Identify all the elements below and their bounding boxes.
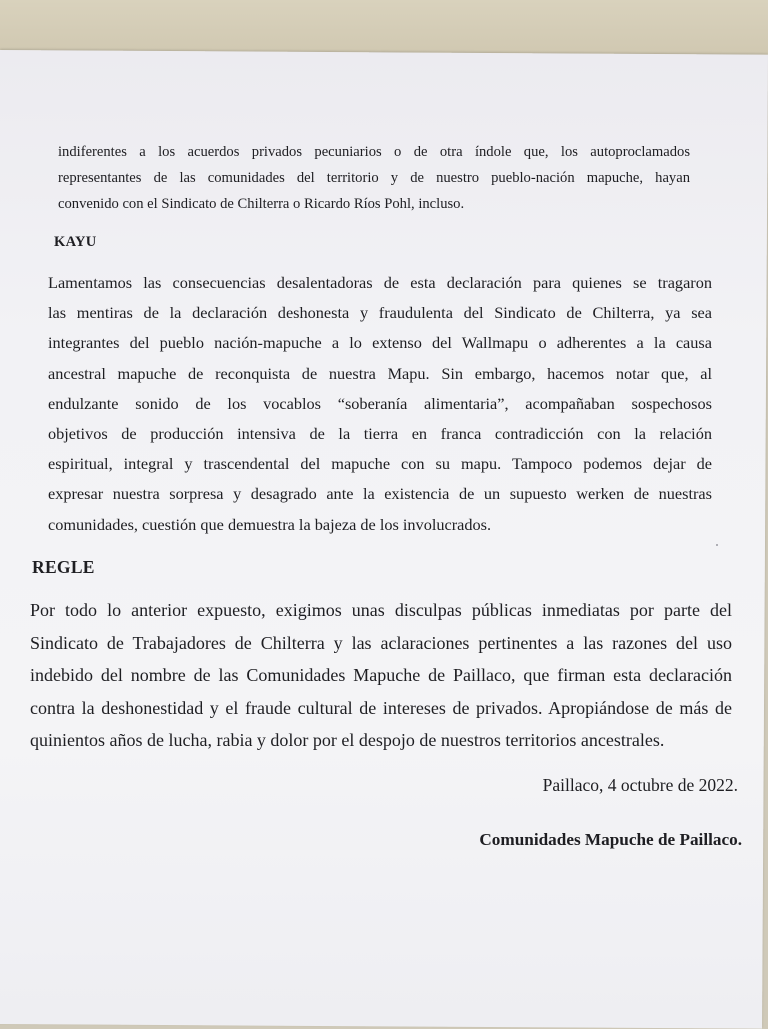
paragraph-line: integrantes del pueblo nación-mapuche a lo extenso del Wallmapu o adherentes a la causa [48, 333, 712, 353]
paper-speck [716, 544, 718, 546]
paragraph-line: convenido con el Sindicato de Chilterra o Ricardo Ríos Pohl, incluso. [58, 196, 465, 212]
paragraph-line: Lamentamos las consecuencias desalentadoras de esta declaración para quienes se tragaron [48, 273, 712, 292]
paragraph-line: Por todo lo anterior expuesto, exigimos unas disculpas públicas inmediatas por parte del [30, 600, 732, 620]
paragraph-line: objetivos de producción intensiva de la tierra en franca contradicción con la relación [48, 424, 712, 444]
paragraph-line: quinientos años de lucha, rabia y dolor por el despojo de nuestros territorios ancestrales. [30, 730, 665, 750]
paragraph-line: comunidades, cuestión que demuestra la bajeza de los involucrados. [48, 514, 492, 534]
paragraph-line: representantes de las comunidades del territorio y de nuestro pueblo-nación mapuche, hayan [58, 170, 690, 186]
paragraph-line: Sindicato de Trabajadores de Chilterra y las aclaraciones pertinentes a las razones del uso [30, 632, 732, 653]
paragraph-regle [30, 594, 732, 757]
paragraph-line: expresar nuestra sorpresa y desagrado ante la existencia de un supuesto werken de nuestras [48, 484, 712, 504]
paragraph-line: endulzante sonido de los vocablos “soberanía alimentaria”, acompañaban sospechosos [48, 393, 712, 413]
signature-line: Comunidades Mapuche de Paillaco. [479, 830, 742, 849]
section-heading-kayu: KAYU [54, 234, 97, 250]
paragraph-line: espiritual, integral y trascendental del mapuche con su mapu. Tampoco podemos dejar de [48, 454, 712, 474]
paragraph-line: indebido del nombre de las Comunidades Mapuche de Paillaco, que firman esta declaración [30, 665, 732, 685]
paragraph-intro [58, 139, 690, 217]
paragraph-kayu [48, 268, 712, 540]
paragraph-line: indiferentes a los acuerdos privados pecuniarios o de otra índole que, los autoproclamados [58, 144, 690, 160]
paragraph-line: contra la deshonestidad y el fraude cultural de intereses de privados. Apropiándose de más de [30, 697, 732, 718]
place-and-date: Paillaco, 4 octubre de 2022. [542, 775, 738, 795]
paragraph-line: ancestral mapuche de reconquista de nuestra Mapu. Sin embargo, hacemos notar que, al [48, 363, 712, 383]
section-heading-regle: REGLE [32, 557, 95, 577]
paragraph-line: las mentiras de la declaración deshonesta y fraudulenta del Sindicato de Chilterra, ya sea [48, 303, 712, 323]
